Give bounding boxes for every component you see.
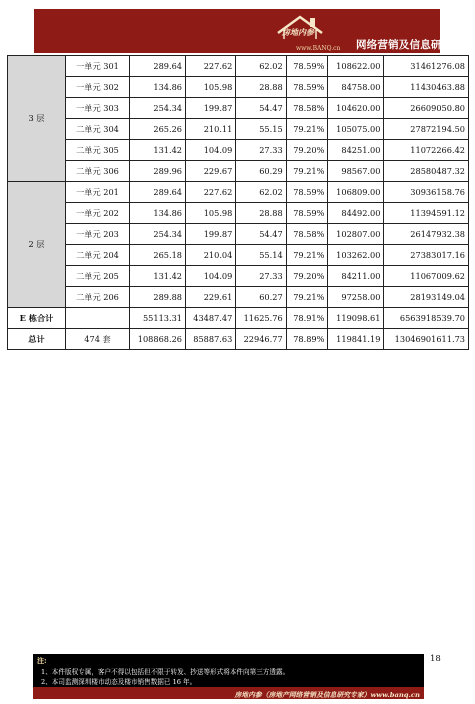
area-cell: 28.88 bbox=[236, 203, 286, 224]
unit-cell: 一单元 203 bbox=[66, 224, 130, 245]
price-cell: 84251.00 bbox=[328, 140, 384, 161]
floor-cell: 2 层 bbox=[8, 182, 66, 308]
total-cell: 11067009.62 bbox=[384, 266, 469, 287]
area-cell: 134.86 bbox=[130, 77, 186, 98]
unit-cell: 一单元 201 bbox=[66, 182, 130, 203]
area-cell: 210.11 bbox=[186, 119, 236, 140]
area-cell: 43487.47 bbox=[186, 308, 236, 329]
area-cell: 104.09 bbox=[186, 266, 236, 287]
price-cell: 106809.00 bbox=[328, 182, 384, 203]
row-label: E 栋合计 bbox=[8, 308, 66, 329]
ratio-cell: 78.89% bbox=[286, 329, 328, 350]
unit-cell: 一单元 302 bbox=[66, 77, 130, 98]
ratio-cell: 79.21% bbox=[286, 287, 328, 308]
ratio-cell: 78.59% bbox=[286, 203, 328, 224]
area-cell: 289.88 bbox=[130, 287, 186, 308]
brand-url: www.BANQ.cn bbox=[296, 45, 341, 52]
area-cell: 210.04 bbox=[186, 245, 236, 266]
area-cell: 85887.63 bbox=[186, 329, 236, 350]
area-cell: 254.34 bbox=[130, 224, 186, 245]
unit-cell: 二单元 305 bbox=[66, 140, 130, 161]
total-cell: 26609050.80 bbox=[384, 98, 469, 119]
area-cell: 289.64 bbox=[130, 56, 186, 77]
ratio-cell: 79.21% bbox=[286, 245, 328, 266]
area-cell: 108868.26 bbox=[130, 329, 186, 350]
total-row bbox=[8, 329, 469, 350]
total-cell: 11072266.42 bbox=[384, 140, 469, 161]
brand-name: 房地内参 bbox=[282, 27, 314, 37]
area-cell: 55.15 bbox=[236, 119, 286, 140]
total-cell: 27383017.16 bbox=[384, 245, 469, 266]
note-line-1: 1、本件版权专属，客户不得以包括但不限于转发、抄送等形式将本件向第三方透露。 bbox=[41, 668, 290, 676]
page-number: 18 bbox=[430, 654, 441, 664]
total-cell: 6563918539.70 bbox=[384, 308, 469, 329]
total-cell: 11430463.88 bbox=[384, 77, 469, 98]
price-cell: 98567.00 bbox=[328, 161, 384, 182]
unit-cell: 二单元 205 bbox=[66, 266, 130, 287]
price-cell: 105075.00 bbox=[328, 119, 384, 140]
area-cell: 229.61 bbox=[186, 287, 236, 308]
unit-cell: 二单元 304 bbox=[66, 119, 130, 140]
area-cell: 265.18 bbox=[130, 245, 186, 266]
area-cell: 199.87 bbox=[186, 224, 236, 245]
table-row bbox=[8, 77, 469, 98]
price-cell: 84758.00 bbox=[328, 77, 384, 98]
header-banner bbox=[34, 9, 474, 53]
price-cell: 119841.19 bbox=[328, 329, 384, 350]
area-cell: 55113.31 bbox=[130, 308, 186, 329]
price-cell: 119098.61 bbox=[328, 308, 384, 329]
price-cell: 108622.00 bbox=[328, 56, 384, 77]
area-cell: 60.29 bbox=[236, 161, 286, 182]
row-label: 总计 bbox=[8, 329, 66, 350]
area-cell: 227.62 bbox=[186, 56, 236, 77]
total-cell: 28580487.32 bbox=[384, 161, 469, 182]
footer-strip-text: 房地内参（房地产网络营销及信息研究专家）www.banq.cn bbox=[234, 691, 420, 699]
area-cell: 289.96 bbox=[130, 161, 186, 182]
ratio-cell: 79.20% bbox=[286, 140, 328, 161]
table-row bbox=[8, 140, 469, 161]
area-cell: 229.67 bbox=[186, 161, 236, 182]
area-cell: 227.62 bbox=[186, 182, 236, 203]
total-cell: 11394591.12 bbox=[384, 203, 469, 224]
area-cell: 54.47 bbox=[236, 224, 286, 245]
unit-cell: 二单元 204 bbox=[66, 245, 130, 266]
unit-count-cell bbox=[66, 308, 130, 329]
price-cell: 84211.00 bbox=[328, 266, 384, 287]
area-cell: 62.02 bbox=[236, 182, 286, 203]
table-row bbox=[8, 245, 469, 266]
area-cell: 54.47 bbox=[236, 98, 286, 119]
table-row bbox=[8, 203, 469, 224]
note-title: 注: bbox=[37, 656, 47, 665]
unit-count-cell: 474 套 bbox=[66, 329, 130, 350]
price-cell: 103262.00 bbox=[328, 245, 384, 266]
unit-cell: 二单元 206 bbox=[66, 287, 130, 308]
footer-strip bbox=[33, 687, 424, 699]
price-cell: 84492.00 bbox=[328, 203, 384, 224]
floor-cell: 3 层 bbox=[8, 56, 66, 182]
table-row bbox=[8, 182, 469, 203]
table-row bbox=[8, 161, 469, 182]
total-cell: 26147932.38 bbox=[384, 224, 469, 245]
area-cell: 55.14 bbox=[236, 245, 286, 266]
unit-cell: 一单元 202 bbox=[66, 203, 130, 224]
total-cell: 13046901611.73 bbox=[384, 329, 469, 350]
ratio-cell: 78.59% bbox=[286, 182, 328, 203]
unit-cell: 一单元 301 bbox=[66, 56, 130, 77]
area-cell: 11625.76 bbox=[236, 308, 286, 329]
price-cell: 104620.00 bbox=[328, 98, 384, 119]
area-cell: 265.26 bbox=[130, 119, 186, 140]
area-cell: 27.33 bbox=[236, 266, 286, 287]
ratio-cell: 79.21% bbox=[286, 119, 328, 140]
table-row bbox=[8, 98, 469, 119]
area-cell: 105.98 bbox=[186, 203, 236, 224]
area-cell: 22946.77 bbox=[236, 329, 286, 350]
table-row bbox=[8, 287, 469, 308]
area-cell: 28.88 bbox=[236, 77, 286, 98]
table-row bbox=[8, 266, 469, 287]
total-cell: 28193149.04 bbox=[384, 287, 469, 308]
area-cell: 131.42 bbox=[130, 266, 186, 287]
total-cell: 27872194.50 bbox=[384, 119, 469, 140]
ratio-cell: 78.59% bbox=[286, 77, 328, 98]
area-cell: 134.86 bbox=[130, 203, 186, 224]
subtotal-row bbox=[8, 308, 469, 329]
table-row bbox=[8, 119, 469, 140]
area-cell: 60.27 bbox=[236, 287, 286, 308]
ratio-cell: 78.58% bbox=[286, 224, 328, 245]
table-row bbox=[8, 56, 469, 77]
area-cell: 131.42 bbox=[130, 140, 186, 161]
sales-table bbox=[7, 55, 469, 350]
price-cell: 102807.00 bbox=[328, 224, 384, 245]
unit-cell: 一单元 303 bbox=[66, 98, 130, 119]
table-row bbox=[8, 224, 469, 245]
ratio-cell: 79.21% bbox=[286, 161, 328, 182]
area-cell: 254.34 bbox=[130, 98, 186, 119]
area-cell: 289.64 bbox=[130, 182, 186, 203]
unit-cell: 二单元 306 bbox=[66, 161, 130, 182]
ratio-cell: 78.91% bbox=[286, 308, 328, 329]
header-tagline: 网络营销及信息研究专家 bbox=[356, 39, 474, 51]
note-line-2: 2、本司监测深圳楼市动态及楼市销售数据已 16 年。 bbox=[41, 678, 197, 686]
area-cell: 199.87 bbox=[186, 98, 236, 119]
ratio-cell: 78.58% bbox=[286, 98, 328, 119]
ratio-cell: 78.59% bbox=[286, 56, 328, 77]
ratio-cell: 79.20% bbox=[286, 266, 328, 287]
total-cell: 30936158.76 bbox=[384, 182, 469, 203]
footer-notes bbox=[33, 654, 424, 699]
area-cell: 62.02 bbox=[236, 56, 286, 77]
area-cell: 27.33 bbox=[236, 140, 286, 161]
area-cell: 104.09 bbox=[186, 140, 236, 161]
total-cell: 31461276.08 bbox=[384, 56, 469, 77]
area-cell: 105.98 bbox=[186, 77, 236, 98]
price-cell: 97258.00 bbox=[328, 287, 384, 308]
